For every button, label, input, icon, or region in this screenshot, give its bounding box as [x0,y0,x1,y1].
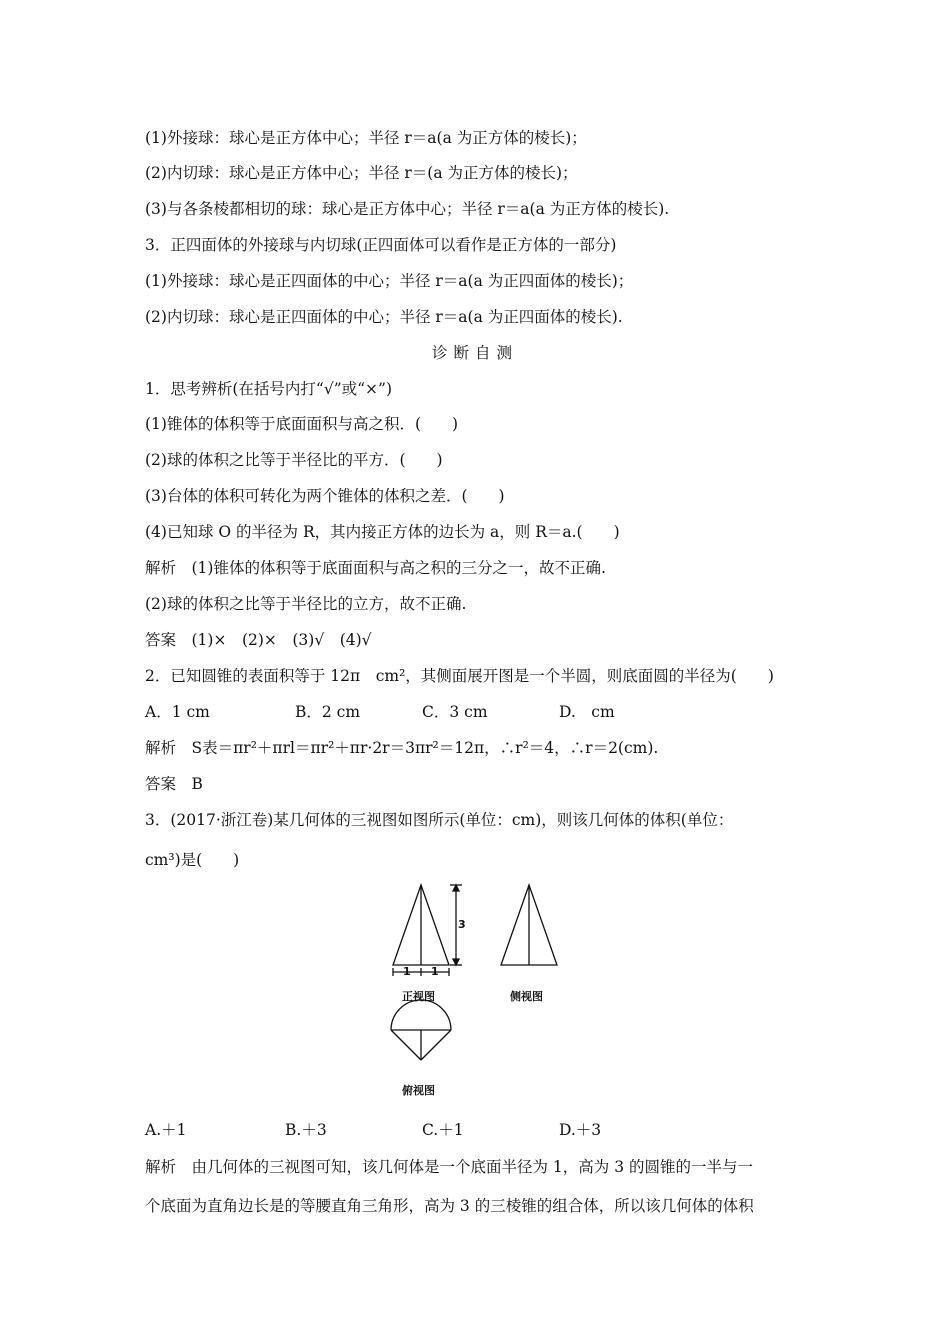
top-view [391,1000,451,1060]
question-item: (3)台体的体积可转化为两个锥体的体积之差．( ) [145,487,505,505]
text-line: (3)与各条棱都相切的球：球心是正方体中心；半径 r＝a(a 为正方体的棱长). [145,200,670,218]
text-line: 3．正四面体的外接球与内切球(正四面体可以看作是正方体的一部分) [145,236,617,254]
question-item: (1)锥体的体积等于底面面积与高之积．( ) [145,415,459,433]
option-d: D.＋3 [559,1121,602,1139]
analysis-line: 个底面为直角边长是的等腰直角三角形，高为 3 的三棱锥的组合体，所以该几何体的体积 [145,1197,754,1215]
option-a: A．1 cm [145,703,210,721]
option-d: D. cm [559,703,615,721]
question-stem: 2．已知圆锥的表面积等于 12π cm²，其侧面展开图是一个半圆，则底面圆的半径为( ) [145,667,774,685]
dim-height-label: 3 [458,918,466,931]
question-stem: cm³)是( ) [145,851,240,869]
front-view-label: 正视图 [402,990,435,1003]
dim-right-label: 1 [431,965,439,978]
answer-line: 答案 (1)× (2)× (3)√ (4)√ [145,631,372,649]
options-row [145,702,795,722]
top-view-semicircle [391,1000,451,1030]
answer-line: 答案 B [145,775,203,793]
option-b: B.＋3 [285,1121,327,1139]
question-item: (4)已知球 O 的半径为 R，其内接正方体的边长为 a，则 R＝a.( ) [145,523,620,541]
three-view-figure [380,880,580,1100]
option-b: B．2 cm [295,703,361,721]
option-c: C．3 cm [422,703,488,721]
analysis-line: (2)球的体积之比等于半径比的立方，故不正确. [145,595,467,613]
analysis-line: 解析 S表＝πr²＋πrl＝πr²＋πr·2r＝3πr²＝12π，∴r²＝4，∴r＝2(cm). [145,739,659,757]
front-view [393,885,462,976]
section-title: 诊断自测 [431,344,518,362]
text-line: (1)外接球：球心是正方体中心；半径 r＝a(a 为正方体的棱长)； [145,129,587,147]
top-view-label: 俯视图 [402,1084,435,1097]
question-item: (2)球的体积之比等于半径比的平方．( ) [145,451,443,469]
side-view [501,885,557,965]
option-a: A.＋1 [145,1121,187,1139]
analysis-line: 解析 由几何体的三视图可知，该几何体是一个底面半径为 1，高为 3 的圆锥的一半与一 [145,1158,754,1176]
question-stem: 1．思考辨析(在括号内打“√”或“×”) [145,380,393,398]
side-view-label: 侧视图 [510,990,543,1003]
analysis-line: 解析 (1)锥体的体积等于底面面积与高之积的三分之一，故不正确. [145,559,606,577]
text-line: (2)内切球：球心是正四面体的中心；半径 r＝a(a 为正四面体的棱长). [145,308,623,326]
text-line: (1)外接球：球心是正四面体的中心；半径 r＝a(a 为正四面体的棱长)； [145,272,634,290]
dim-left-label: 1 [403,965,411,978]
question-stem: 3．(2017·浙江卷)某几何体的三视图如图所示(单位：cm)，则该几何体的体积(单位： [145,811,734,829]
text-line: (2)内切球：球心是正方体中心；半径 r＝(a 为正方体的棱长)； [145,164,578,182]
options-row [145,1120,795,1140]
option-c: C.＋1 [422,1121,464,1139]
